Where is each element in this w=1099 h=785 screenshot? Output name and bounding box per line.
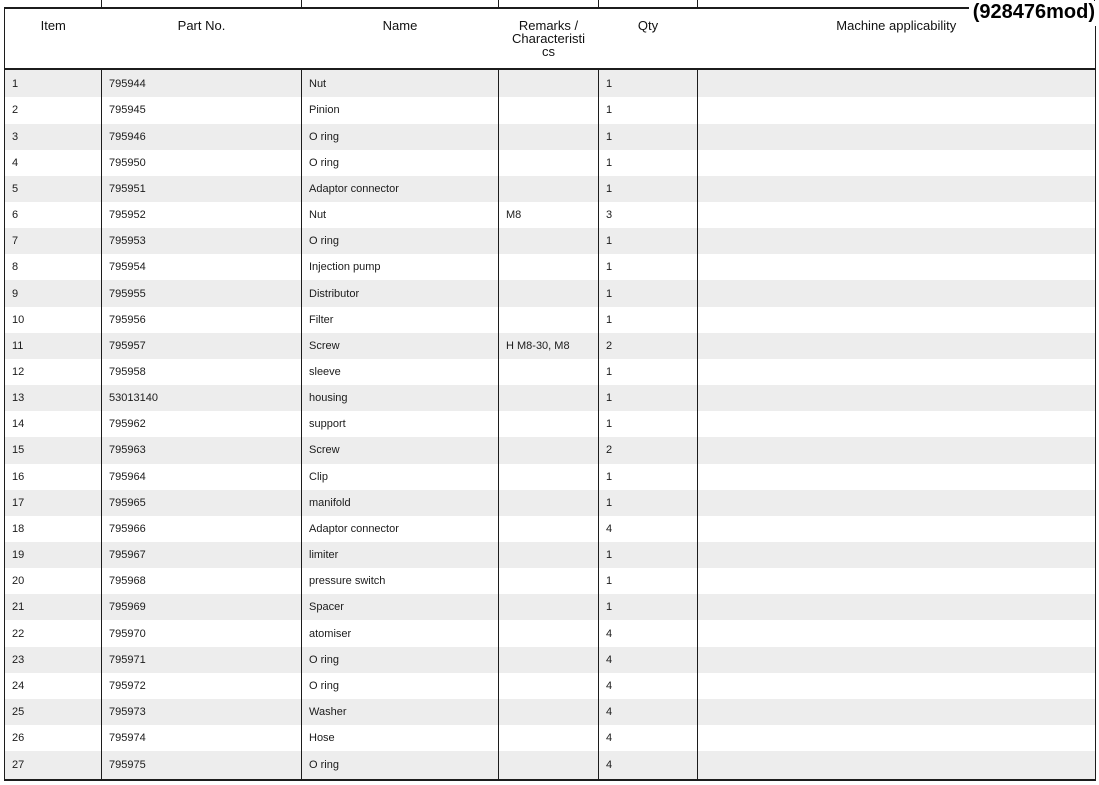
table-row [5,124,1096,150]
cell-qty: 1 [599,228,698,254]
cell-remarks [499,69,599,97]
column-tick [697,0,698,8]
cell-item: 20 [12,575,25,588]
cell-remarks [499,97,599,123]
cell-item: 19 [12,549,25,562]
cell-item: 4 [12,156,19,169]
table-row [5,359,1096,385]
table-row [5,725,1096,751]
cell-machine [698,176,1096,202]
cell-part-no: 795972 [102,673,302,699]
cell-remarks [499,124,599,150]
cell-qty: 1 [599,490,698,516]
cell-item: 18 [12,522,25,535]
cell-machine [698,568,1096,594]
table-row [5,97,1096,123]
cell-machine [698,725,1096,751]
cell-qty: 4 [599,673,698,699]
cell-part-no: 795946 [102,124,302,150]
cell-machine [698,69,1096,97]
cell-name: O ring [302,673,499,699]
cell-name: Screw [302,437,499,463]
cell-machine [698,673,1096,699]
table-row [5,69,1096,97]
cell-qty: 1 [599,150,698,176]
cell-qty: 4 [599,699,698,725]
cell-part-no: 795945 [102,97,302,123]
header-row [5,8,1096,69]
cell-part-no: 795944 [102,69,302,97]
cell-machine [698,333,1096,359]
cell-item: 6 [12,209,19,222]
cell-machine [698,411,1096,437]
cell-item: 26 [12,732,25,745]
cell-item: 23 [12,653,25,666]
cell-item: 24 [12,679,25,692]
cell-remarks [499,385,599,411]
cell-remarks: M8 [499,202,599,228]
table-row [5,228,1096,254]
cell-machine [698,516,1096,542]
table-row [5,333,1096,359]
page-title: (928476mod) [969,1,1096,26]
cell-name: Spacer [302,594,499,620]
column-header-remarks-line: Remarks / [518,18,579,33]
cell-name: Adaptor connector [302,516,499,542]
cell-machine [698,594,1096,620]
cell-machine [698,542,1096,568]
cell-item: 1 [12,77,19,90]
cell-part-no: 795966 [102,516,302,542]
table-row [5,202,1096,228]
cell-qty: 1 [599,464,698,490]
cell-name: O ring [302,150,499,176]
cell-item: 22 [12,627,25,640]
cell-part-no: 53013140 [102,385,302,411]
cell-item: 15 [12,444,25,457]
cell-item: 10 [12,313,25,326]
parts-table-body [5,69,1096,780]
cell-qty: 4 [599,620,698,646]
cell-machine [698,97,1096,123]
cell-name: O ring [302,228,499,254]
cell-machine [698,307,1096,333]
cell-name: housing [302,385,499,411]
cell-qty: 1 [599,594,698,620]
table-row [5,568,1096,594]
cell-name: Nut [302,69,499,97]
cell-name: Hose [302,725,499,751]
cell-part-no: 795958 [102,359,302,385]
cell-remarks [499,699,599,725]
cell-part-no: 795950 [102,150,302,176]
cell-qty: 1 [599,280,698,306]
table-row [5,437,1096,463]
cell-machine [698,385,1096,411]
cell-remarks [499,254,599,280]
cell-remarks [499,176,599,202]
cell-name: Nut [302,202,499,228]
table-row [5,490,1096,516]
cell-item: 27 [12,759,25,772]
column-tick [101,0,102,8]
cell-part-no: 795952 [102,202,302,228]
table-row [5,516,1096,542]
column-header-machine-applicability: Machine applicability [698,8,1096,69]
cell-part-no: 795951 [102,176,302,202]
cell-machine [698,437,1096,463]
cell-item: 3 [12,130,19,143]
cell-part-no: 795956 [102,307,302,333]
cell-name: support [302,411,499,437]
cell-qty: 1 [599,542,698,568]
cell-qty: 1 [599,124,698,150]
cell-item: 7 [12,235,19,248]
cell-remarks [499,568,599,594]
cell-remarks [499,437,599,463]
cell-machine [698,280,1096,306]
cell-name: Clip [302,464,499,490]
cell-qty: 1 [599,254,698,280]
cell-qty: 4 [599,751,698,780]
cell-name: Screw [302,333,499,359]
column-header-remarks-line: Characteristi [512,31,585,46]
cell-machine [698,647,1096,673]
cell-remarks [499,542,599,568]
cell-machine [698,150,1096,176]
table-row [5,307,1096,333]
cell-part-no: 795975 [102,751,302,780]
table-row [5,542,1096,568]
cell-machine [698,490,1096,516]
cell-name: pressure switch [302,568,499,594]
column-tick [498,0,499,8]
table-row [5,150,1096,176]
cell-remarks: H M8-30, M8 [499,333,599,359]
cell-item: 9 [12,287,19,300]
cell-remarks [499,725,599,751]
cell-remarks [499,620,599,646]
cell-part-no: 795957 [102,333,302,359]
cell-qty: 4 [599,647,698,673]
cell-qty: 1 [599,176,698,202]
column-header-part-no: Part No. [102,8,302,69]
cell-qty: 1 [599,97,698,123]
cell-qty: 1 [599,385,698,411]
column-header-item: Item [5,8,102,69]
cell-qty: 1 [599,568,698,594]
cell-remarks [499,228,599,254]
cell-part-no: 795971 [102,647,302,673]
table-row [5,280,1096,306]
cell-remarks [499,464,599,490]
cell-remarks [499,751,599,780]
cell-part-no: 795970 [102,620,302,646]
cell-qty: 1 [599,411,698,437]
cell-item: 16 [12,470,25,483]
table-row [5,673,1096,699]
cell-name: O ring [302,647,499,673]
cell-remarks [499,516,599,542]
cell-part-no: 795969 [102,594,302,620]
cell-item: 14 [12,418,25,431]
cell-part-no: 795973 [102,699,302,725]
cell-name: manifold [302,490,499,516]
table-row [5,385,1096,411]
column-tick [598,0,599,8]
cell-qty: 1 [599,359,698,385]
cell-machine [698,620,1096,646]
cell-name: Distributor [302,280,499,306]
cell-name: Filter [302,307,499,333]
table-row [5,411,1096,437]
cell-name: O ring [302,751,499,780]
cell-part-no: 795968 [102,568,302,594]
column-header-remarks [499,8,599,69]
cell-part-no: 795955 [102,280,302,306]
cell-qty: 4 [599,516,698,542]
cell-part-no: 795962 [102,411,302,437]
cell-machine [698,202,1096,228]
cell-part-no: 795953 [102,228,302,254]
cell-name: Injection pump [302,254,499,280]
cell-remarks [499,673,599,699]
cell-item: 12 [12,365,25,378]
cell-item: 11 [12,339,24,352]
cell-part-no: 795954 [102,254,302,280]
table-row [5,254,1096,280]
cell-name: sleeve [302,359,499,385]
table-row [5,464,1096,490]
cell-qty: 1 [599,307,698,333]
cell-name: limiter [302,542,499,568]
cell-remarks [499,359,599,385]
cell-item: 17 [12,496,25,509]
cell-part-no: 795974 [102,725,302,751]
cell-remarks [499,150,599,176]
table-row [5,176,1096,202]
column-tick [301,0,302,8]
cell-item: 21 [12,601,25,614]
cell-remarks [499,307,599,333]
cell-machine [698,359,1096,385]
cell-part-no: 795964 [102,464,302,490]
cell-remarks [499,411,599,437]
cell-remarks [499,280,599,306]
parts-table [4,7,1096,781]
table-row [5,594,1096,620]
cell-remarks [499,647,599,673]
column-header-qty: Qty [599,8,698,69]
cell-part-no: 795965 [102,490,302,516]
cell-qty: 1 [599,69,698,97]
table-row [5,751,1096,780]
column-header-name: Name [302,8,499,69]
cell-machine [698,699,1096,725]
cell-qty: 3 [599,202,698,228]
cell-part-no: 795967 [102,542,302,568]
cell-machine [698,464,1096,490]
cell-remarks [499,594,599,620]
cell-item: 8 [12,261,19,274]
cell-machine [698,124,1096,150]
table-row [5,699,1096,725]
cell-part-no: 795963 [102,437,302,463]
cell-item: 5 [12,182,19,195]
cell-name: Washer [302,699,499,725]
cell-machine [698,254,1096,280]
cell-qty: 2 [599,437,698,463]
cell-name: atomiser [302,620,499,646]
table-row [5,647,1096,673]
cell-qty: 2 [599,333,698,359]
cell-name: O ring [302,124,499,150]
table-row [5,620,1096,646]
cell-machine [698,751,1096,780]
cell-item: 25 [12,706,25,719]
cell-remarks [499,490,599,516]
cell-name: Pinion [302,97,499,123]
cell-item: 13 [12,392,25,405]
cell-machine [698,228,1096,254]
cell-item: 2 [12,104,19,117]
cell-qty: 4 [599,725,698,751]
column-header-remarks-line: cs [542,44,555,59]
cell-name: Adaptor connector [302,176,499,202]
